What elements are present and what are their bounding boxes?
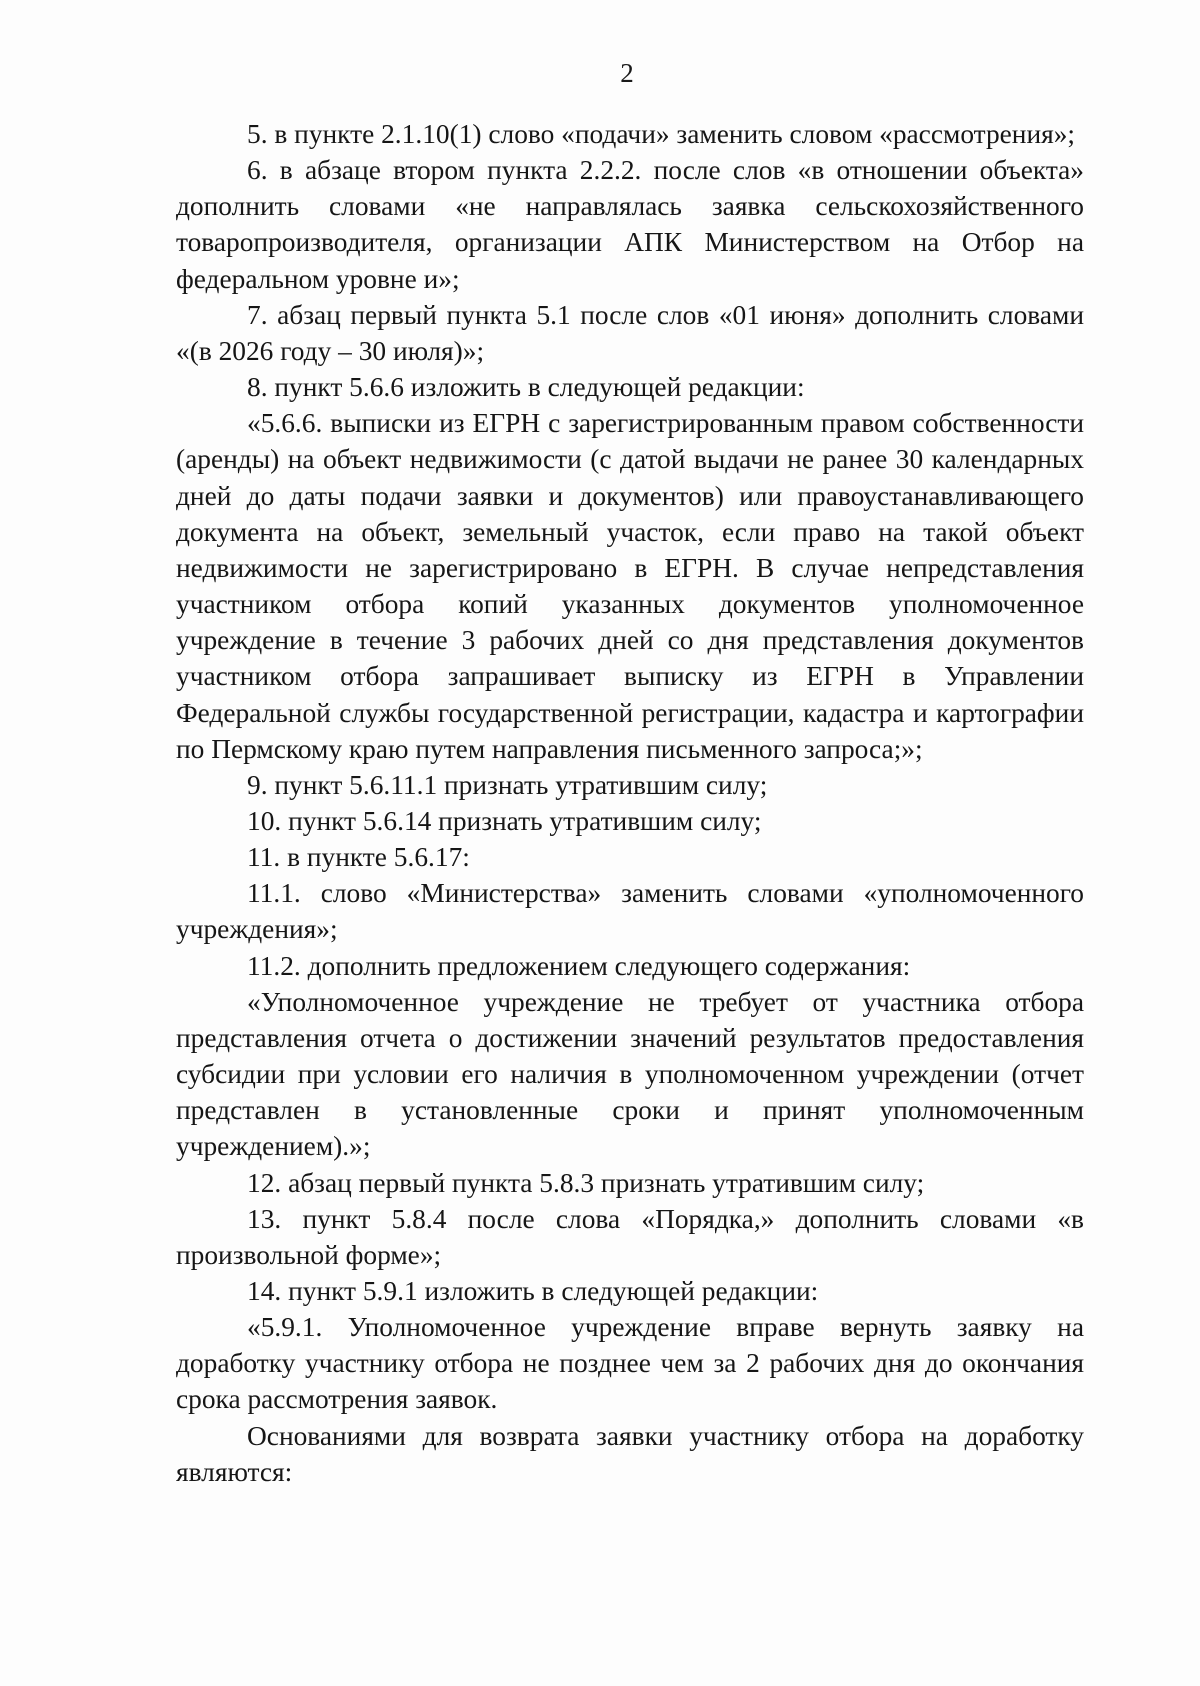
paragraph-item-5: 5. в пункте 2.1.10(1) слово «подачи» заменить словом «рассмотрения»; xyxy=(247,119,1076,149)
paragraph-quote-report: «Уполномоченное учреждение не требует от участника отбора представления отчета о достижении значений результатов предоставления субсидии при условии его наличия в уполномоченном учреждении (отчет представлен в установленные сроки и принят уполномоченным учреждением).»; xyxy=(176,986,1084,1162)
paragraph-item-11: 11. в пункте 5.6.17: xyxy=(247,842,470,873)
paragraph-item-13: 13. пункт 5.8.4 после слова «Порядка,» дополнить словами «в произвольной форме»; xyxy=(176,1203,1084,1270)
paragraph-item-11-1: 11.1. слово «Министерства» заменить словами «уполномоченного учреждения»; xyxy=(176,878,1084,945)
paragraph-item-6: 6. в абзаце втором пункта 2.2.2. после слов «в отношении объекта» дополнить словами «не направлялась заявка сельскохозяйственного товаропроизводителя, организации АПК Министерством на Отбор на федеральном уровне и»; xyxy=(176,155,1084,294)
paragraph-item-7: 7. абзац первый пункта 5.1 после слов «01 июня» дополнить словами «(в 2026 году – 30 июля)»; xyxy=(176,299,1084,366)
document-body xyxy=(176,116,1084,1490)
paragraph-return-grounds: Основаниями для возврата заявки участнику отбора на доработку являются: xyxy=(176,1420,1084,1487)
paragraph-item-14: 14. пункт 5.9.1 изложить в следующей редакции: xyxy=(247,1276,819,1306)
paragraph-item-9: 9. пункт 5.6.11.1 признать утратившим силу; xyxy=(247,769,768,800)
paragraph-quote-5-6-6: «5.6.6. выписки из ЕГРН с зарегистрированным правом собственности (аренды) на объект недвижимости (с датой выдачи не ранее 30 календарных дней до даты подачи заявки и документов) или правоустанавливающего документа на объект, земельный участок, если право на такой объект недвижимости не зарегистрировано в ЕГРН. В случае непредставления участником отбора копий указанных документов уполномоченное учреждение в течение 3 рабочих дней со дня представления документов участником отбора запрашивает выписку из ЕГРН в Управлении Федеральной службы государственной регистрации, кадастра и картографии по Пермскому краю путем направления письменного запроса;»; xyxy=(176,408,1084,764)
paragraph-item-12: 12. абзац первый пункта 5.8.3 признать утратившим силу; xyxy=(247,1167,925,1198)
paragraph-item-8: 8. пункт 5.6.6 изложить в следующей редакции: xyxy=(247,372,805,403)
page-number: 2 xyxy=(620,58,634,88)
paragraph-quote-5-9-1: «5.9.1. Уполномоченное учреждение вправе вернуть заявку на доработку участнику отбора не позднее чем за 2 рабочих дня до окончания срока рассмотрения заявок. xyxy=(176,1312,1084,1415)
paragraph-item-11-2: 11.2. дополнить предложением следующего содержания: xyxy=(247,950,911,981)
paragraph-item-10: 10. пункт 5.6.14 признать утратившим силу; xyxy=(247,805,762,836)
